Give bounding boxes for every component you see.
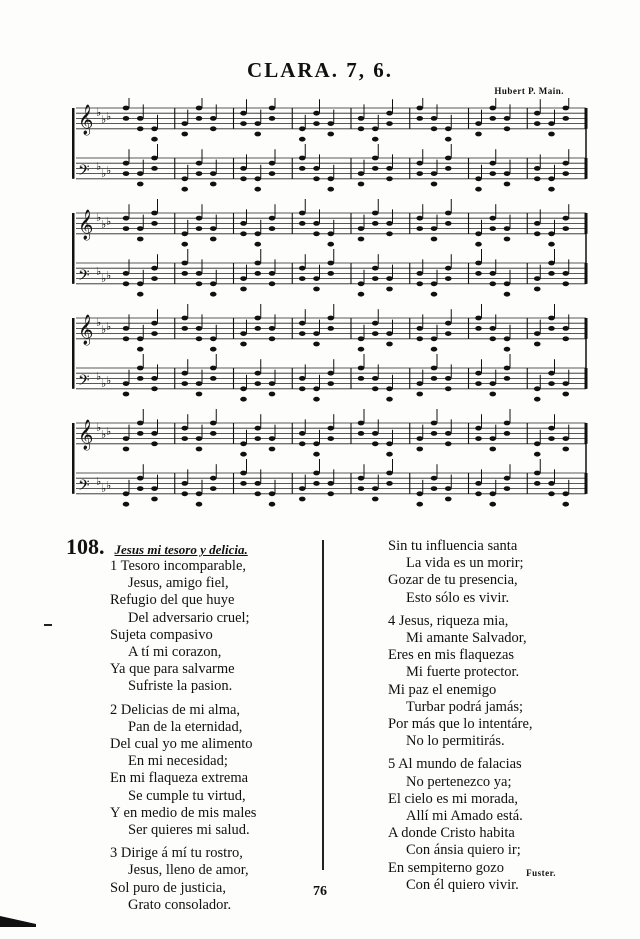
- lyric-line: 4 Jesus, riqueza mia,: [388, 612, 509, 629]
- lyric-line: Ya que para salvarme: [110, 661, 235, 678]
- lyrics-right-column: [388, 538, 588, 900]
- lyric-line: 3 Dirige á mí tu rostro,: [110, 845, 243, 862]
- svg-text:𝄢: 𝄢: [78, 266, 90, 288]
- svg-text:𝄢: 𝄢: [78, 476, 90, 498]
- music-system: [72, 199, 586, 297]
- svg-text:♭: ♭: [106, 320, 112, 333]
- lyric-line: A tí mi corazon,: [128, 644, 222, 661]
- lyric-line: Mi fuerte protector.: [406, 664, 520, 681]
- lyric-line: 2 Delicias de mi alma,: [110, 701, 241, 718]
- lyric-line: 1 Tesoro incomparable,: [110, 558, 247, 574]
- lyric-line: Del cual yo me alimento: [110, 736, 253, 753]
- hymn-heading: [66, 534, 248, 560]
- page-corner-mark: [0, 914, 40, 928]
- lyric-line: Pan de la eternidad,: [128, 718, 243, 735]
- svg-text:♭: ♭: [96, 421, 102, 434]
- stanza: [388, 756, 588, 894]
- lyric-line: Grato consolador.: [128, 896, 232, 913]
- lyric-line: Refugio del que huye: [110, 592, 235, 609]
- stanza: [388, 538, 588, 607]
- lyric-line: Se cumple tu virtud,: [128, 787, 246, 804]
- lyric-line: Ser quieres mi salud.: [128, 822, 250, 839]
- lyric-line: Gozar de tu presencia,: [388, 572, 518, 589]
- lyric-line: Allí mi Amado está.: [406, 808, 523, 825]
- svg-text:♭: ♭: [106, 374, 112, 387]
- svg-text:♭: ♭: [96, 475, 102, 488]
- hymn-title: Jesus mi tesoro y delicia.: [114, 542, 248, 557]
- stanza: [388, 613, 588, 751]
- lyric-line: Del adversario cruel;: [128, 609, 250, 626]
- lyric-line: Con él quiero vivir.: [406, 876, 519, 893]
- stanza: [110, 702, 310, 840]
- svg-text:♭: ♭: [106, 110, 112, 123]
- lyric-line: Jesus, amigo fiel,: [128, 575, 229, 592]
- svg-text:♭: ♭: [101, 272, 107, 285]
- svg-text:♭: ♭: [96, 160, 102, 173]
- lyric-line: Sujeta compasivo: [110, 626, 213, 643]
- svg-text:♭: ♭: [106, 425, 112, 438]
- lyric-line: Con ánsia quiero ir;: [406, 842, 521, 859]
- margin-mark: [44, 624, 52, 626]
- svg-text:♭: ♭: [101, 377, 107, 390]
- lyric-line: En sempiterno gozo: [388, 859, 504, 876]
- svg-text:♭: ♭: [101, 482, 107, 495]
- hymn-number: 108.: [66, 534, 105, 559]
- sheet-music: [70, 98, 590, 528]
- svg-text:♭: ♭: [101, 323, 107, 336]
- lyric-line: En mi flaqueza extrema: [110, 770, 249, 787]
- svg-text:♭: ♭: [101, 113, 107, 126]
- hymn-tune-title: CLARA. 7, 6.: [247, 58, 393, 82]
- lyric-line: A donde Cristo habita: [388, 825, 515, 842]
- music-system: [72, 409, 586, 507]
- svg-text:♭: ♭: [96, 265, 102, 278]
- lyric-line: Sin tu influencia santa: [388, 538, 518, 554]
- svg-text:♭: ♭: [106, 164, 112, 177]
- column-divider: [322, 540, 324, 870]
- composer-credit: Hubert P. Main.: [494, 86, 564, 96]
- lyric-line: Mi paz el enemigo: [388, 681, 497, 698]
- svg-text:♭: ♭: [96, 316, 102, 329]
- svg-text:♭: ♭: [96, 106, 102, 119]
- lyric-line: Turbar podrá jamás;: [406, 698, 524, 715]
- svg-text:♭: ♭: [101, 167, 107, 180]
- svg-text:♭: ♭: [106, 269, 112, 282]
- svg-text:𝄞: 𝄞: [78, 419, 94, 450]
- music-system: [72, 98, 586, 192]
- lyric-line: Esto sólo es vivir.: [406, 589, 510, 606]
- lyric-line: Jesus, lleno de amor,: [128, 862, 249, 879]
- lyric-line: Mi amante Salvador,: [406, 630, 527, 647]
- lyric-line: En mi necesidad;: [128, 753, 228, 770]
- svg-text:♭: ♭: [96, 370, 102, 383]
- page-number: 76: [313, 884, 327, 899]
- svg-text:♭: ♭: [106, 215, 112, 228]
- lyric-line: 5 Al mundo de falacias: [388, 756, 522, 773]
- stanza: [110, 845, 310, 914]
- lyrics-author: Fuster.: [526, 868, 556, 878]
- svg-text:♭: ♭: [96, 211, 102, 224]
- svg-text:♭: ♭: [106, 479, 112, 492]
- lyric-line: La vida es un morir;: [406, 555, 524, 572]
- lyric-line: Eres en mis flaquezas: [388, 647, 515, 664]
- lyric-line: Por más que lo intentáre,: [388, 716, 533, 733]
- music-system: [72, 304, 586, 402]
- svg-text:♭: ♭: [101, 428, 107, 441]
- svg-text:𝄞: 𝄞: [78, 209, 94, 240]
- lyric-line: No pertenezco ya;: [406, 773, 512, 790]
- svg-text:𝄢: 𝄢: [78, 161, 90, 183]
- svg-text:𝄞: 𝄞: [78, 104, 94, 135]
- lyric-line: Sol puro de justicia,: [110, 879, 226, 896]
- svg-text:𝄞: 𝄞: [78, 314, 94, 345]
- lyric-line: Y en medio de mis males: [110, 804, 257, 821]
- lyric-line: El cielo es mi morada,: [388, 790, 519, 807]
- lyric-line: No lo permitirás.: [406, 733, 505, 750]
- svg-text:𝄢: 𝄢: [78, 371, 90, 393]
- stanza: [110, 558, 310, 696]
- lyrics-left-column: [110, 558, 310, 920]
- lyric-line: Sufriste la pasion.: [128, 678, 233, 695]
- svg-text:♭: ♭: [101, 218, 107, 231]
